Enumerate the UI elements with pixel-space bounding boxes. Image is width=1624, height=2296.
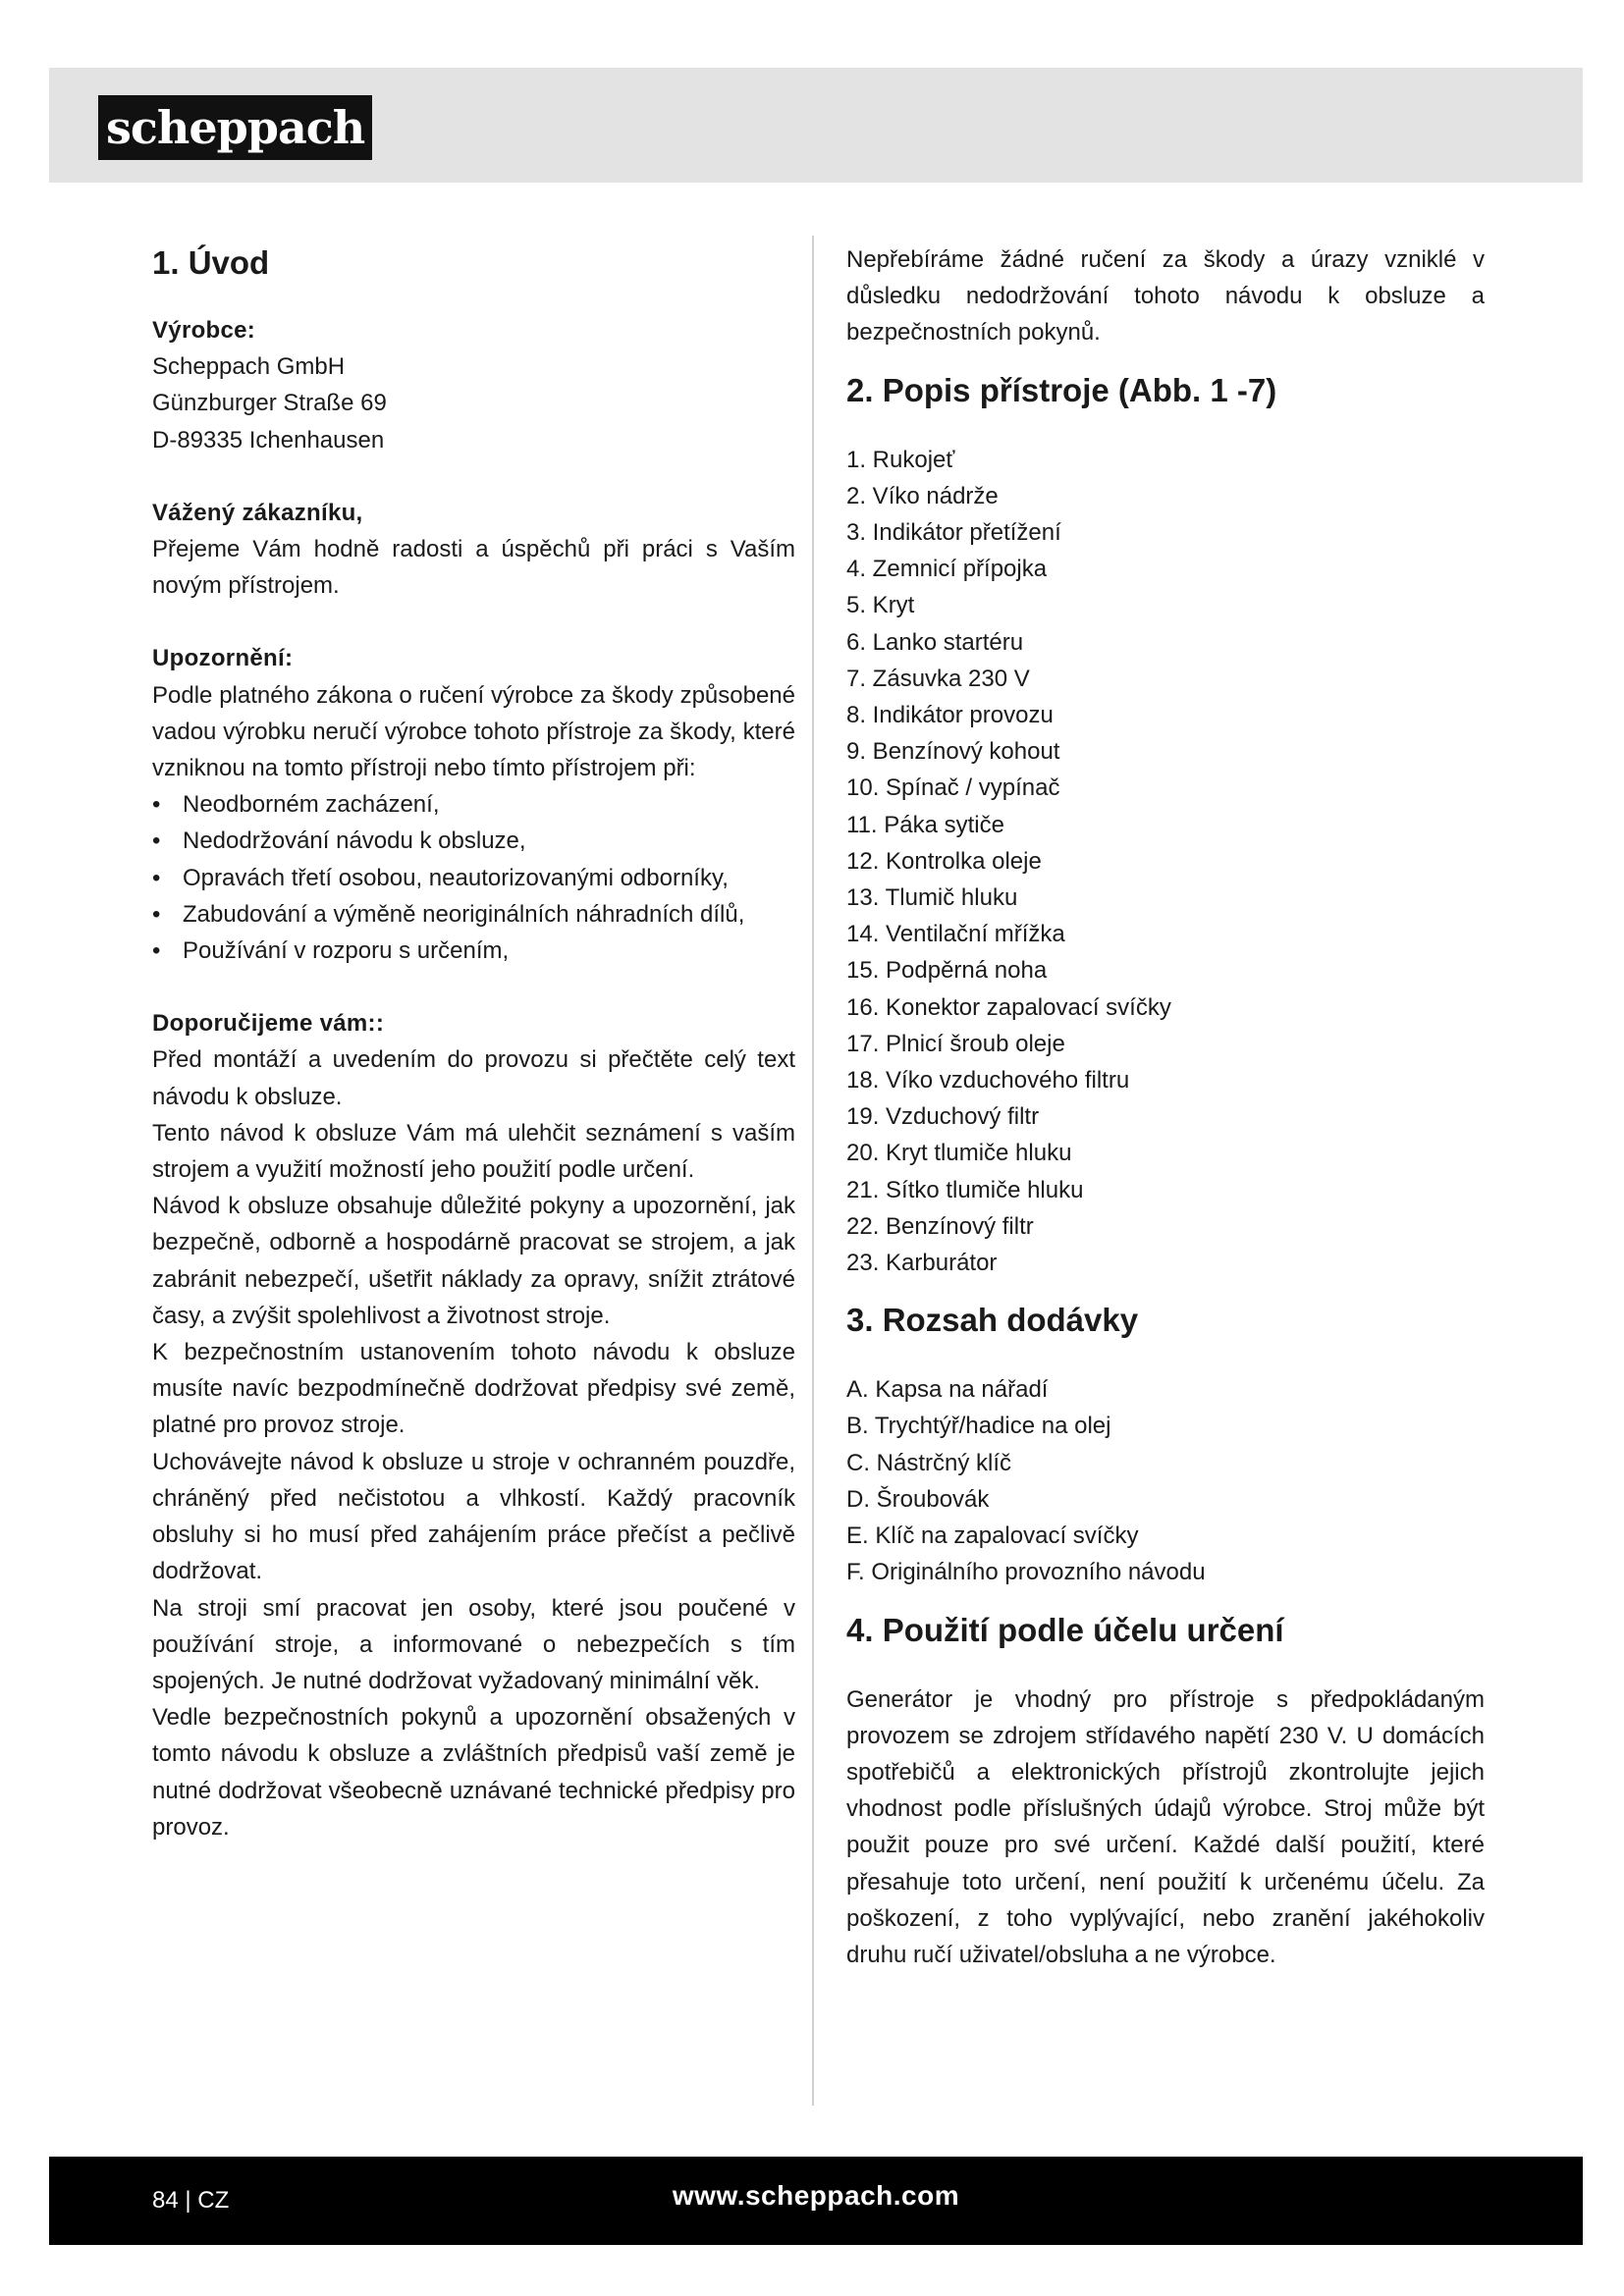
recommend-paragraph: K bezpečnostním ustanovením tohoto návodu k obsluze musíte navíc bezpodmínečně dodržovat předpisy své země, platné pro provoz stroje. <box>152 1339 795 1439</box>
list-item: 23. Karburátor <box>846 1250 998 1277</box>
manufacturer-city: D-89335 Ichenhausen <box>152 426 385 454</box>
dear-customer-text: Přejeme Vám hodně radosti a úspěchů při práci s Vaším novým přístrojem. <box>152 536 795 600</box>
section-1-heading: 1. Úvod <box>152 244 270 281</box>
list-item: F. Originálního provozního návodu <box>846 1559 1206 1586</box>
page-header <box>49 68 1583 183</box>
parts-list <box>846 442 1485 1282</box>
notice-label: Upozornění: <box>152 645 294 672</box>
list-item: 19. Vzduchový filtr <box>846 1103 1040 1131</box>
recommend-paragraph: Uchovávejte návod k obsluze u stroje v ochranném pouzdře, chráněný před nečistotou a vlhkostí. Každý pracovník obsluhy si ho musí před zahájením práce přečíst a pečlivě dodržovat. <box>152 1448 795 1585</box>
list-item: 16. Konektor zapalovací svíčky <box>846 993 1171 1021</box>
list-item: 13. Tlumič hluku <box>846 884 1018 912</box>
recommend-paragraph: Na stroji smí pracovat jen osoby, které jsou poučené v používání stroje, a informované o nebezpečích s tím spojených. Je nutné dodržovat vyžadovaný minimální věk. <box>152 1594 795 1694</box>
list-item: 11. Páka sytiče <box>846 811 1004 838</box>
list-item: • Nedodržování návodu k obsluze, <box>152 823 795 859</box>
recommend-paragraph: Před montáží a uvedením do provozu si přečtěte celý text návodu k obsluze. <box>152 1046 795 1110</box>
page-number: 84 | CZ <box>152 2187 230 2214</box>
manufacturer-street: Günzburger Straße 69 <box>152 390 387 417</box>
list-item: 21. Sítko tlumiče hluku <box>846 1176 1084 1203</box>
list-item: 4. Zemnicí přípojka <box>846 556 1048 583</box>
left-column <box>152 241 795 1845</box>
list-item: 7. Zásuvka 230 V <box>846 665 1030 692</box>
recommend-paragraph: Návod k obsluze obsahuje důležité pokyny a upozornění, jak bezpečně, odborně a hospodárně pracovat se strojem, a jak zabránit nebezpečí, ušetřit náklady za opravy, snížit ztrátové časy, a zvýšit spolehlivost a životnost stroje. <box>152 1193 795 1329</box>
list-item: 6. Lanko startéru <box>846 628 1024 656</box>
list-item: • Zabudování a výměně neoriginálních náhradních dílů, <box>152 896 795 933</box>
list-item: E. Klíč na zapalovací svíčky <box>846 1522 1139 1550</box>
notice-bullet-list <box>152 786 795 969</box>
recommend-paragraph: Tento návod k obsluze Vám má ulehčit seznámení s vaším strojem a využití možností jeho použití podle určení. <box>152 1119 795 1184</box>
list-item: 15. Podpěrná noha <box>846 957 1048 985</box>
list-item: 12. Kontrolka oleje <box>846 847 1042 875</box>
list-item: 17. Plnicí šroub oleje <box>846 1030 1065 1057</box>
dear-customer-label: Vážený zákazníku, <box>152 499 363 526</box>
notice-text: Podle platného zákona o ručení výrobce za škody způsobené vadou výrobku neručí výrobce tohoto přístroje za škody, které vzniknou na tomto přístroji nebo tímto přístrojem při: <box>152 681 795 782</box>
list-item: • Opravách třetí osobou, neautorizovanými odborníky, <box>152 860 795 896</box>
scheppach-logo: scheppach <box>98 95 372 160</box>
manufacturer-label: Výrobce: <box>152 317 256 344</box>
list-item: 2. Víko nádrže <box>846 482 999 509</box>
list-item: 1. Rukojeť <box>846 446 955 473</box>
list-item: 10. Spínač / vypínač <box>846 774 1060 802</box>
section-2-heading: 2. Popis přístroje (Abb. 1 -7) <box>846 371 1277 408</box>
list-item: D. Šroubovák <box>846 1485 990 1513</box>
list-item: • Používání v rozporu s určením, <box>152 933 795 969</box>
list-item: 9. Benzínový kohout <box>846 738 1060 766</box>
section-4-heading: 4. Použití podle účelu určení <box>846 1611 1284 1648</box>
list-item: 8. Indikátor provozu <box>846 702 1054 729</box>
website-link[interactable]: www.scheppach.com <box>672 2180 960 2211</box>
list-item: 20. Kryt tlumiče hluku <box>846 1140 1072 1167</box>
list-item: C. Nástrčný klíč <box>846 1449 1012 1476</box>
list-item: A. Kapsa na nářadí <box>846 1376 1049 1404</box>
column-divider <box>812 236 814 2106</box>
section-3-heading: 3. Rozsah dodávky <box>846 1302 1139 1339</box>
list-item: 18. Víko vzduchového filtru <box>846 1067 1130 1095</box>
list-item: 14. Ventilační mřížka <box>846 921 1065 948</box>
right-column <box>846 241 1485 1973</box>
intended-use-text: Generátor je vhodný pro přístroje s předpokládaným provozem se zdrojem střídavého napětí 230 V. U domácích spotřebičů a elektronických přístrojů zkontrolujte jejich vhodnost podle příslušných údajů výrobce. Stroj může být použit pouze pro své určení. Každé další použití, které přesahuje toto určení, není použití k určenému účelu. Za poškození, z toho vyplývající, nebo zranění jakéhokoliv druhu ručí uživatel/obsluha a ne výrobce. <box>846 1685 1485 1968</box>
page-footer <box>49 2157 1583 2245</box>
liability-text: Nepřebíráme žádné ručení za škody a úrazy vzniklé v důsledku nedodržování tohoto návodu k obsluze a bezpečnostních pokynů. <box>846 246 1485 347</box>
list-item: 22. Benzínový filtr <box>846 1212 1034 1240</box>
list-item: B. Trychtýř/hadice na olej <box>846 1413 1111 1440</box>
manufacturer-name: Scheppach GmbH <box>152 353 346 381</box>
list-item: • Neodborném zacházení, <box>152 786 795 823</box>
recommend-paragraph: Vedle bezpečnostních pokynů a upozornění obsažených v tomto návodu k obsluze a zvláštních předpisů vaší země je nutné dodržovat všeobecně uznávané technické předpisy pro provoz. <box>152 1704 795 1841</box>
delivery-list <box>846 1371 1485 1590</box>
list-item: 5. Kryt <box>846 592 915 619</box>
recommend-label: Doporučijeme vám:: <box>152 1010 385 1038</box>
list-item: 3. Indikátor přetížení <box>846 519 1061 547</box>
